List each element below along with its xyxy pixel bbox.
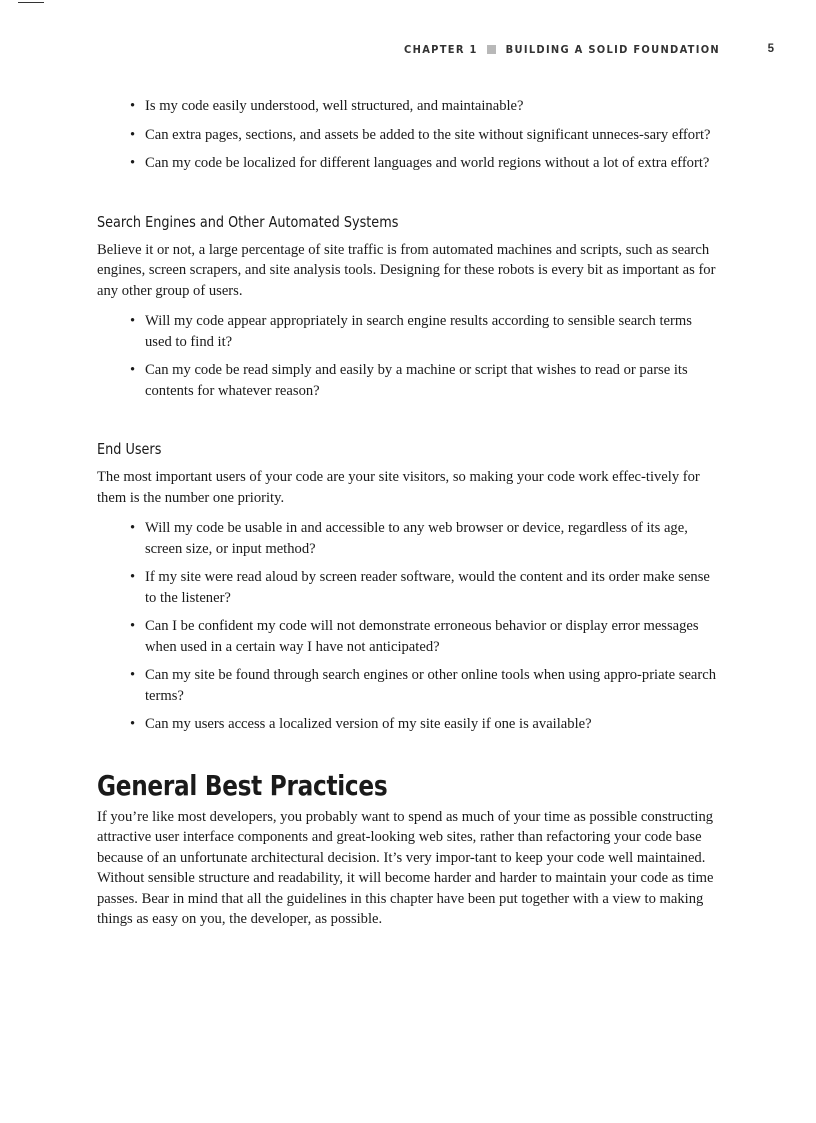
- page-content: [97, 96, 722, 930]
- best-practices-paragraph: If you’re like most developers, you probably want to spend as much of your time as possible constructing attractive user interface components and great-looking web sites, rather than refactoring your code base because of an unfortunate architectural decision. It’s very impor-tant to keep your code well maintained. Without sensible structure and readability, it will become harder and harder to maintain your code as time passes. Bear in mind that all the guidelines in this chapter have been put together with a view to making things as easy on you, the developer, as possible.: [97, 808, 714, 927]
- page-number: 5: [767, 43, 774, 55]
- bullet-item: • Will my code be usable in and accessible to any web browser or device, regardless of its age, screen size, or input method?: [145, 518, 722, 559]
- chapter-header: [404, 43, 720, 56]
- search-engines-paragraph: Believe it or not, a large percentage of site traffic is from automated machines and scripts, such as search engines, screen scrapers, and site analysis tools. Designing for these robots is every bit as important as for any other group of users.: [97, 241, 716, 299]
- bullet-item: • Can I be confident my code will not demonstrate erroneous behavior or display error messages when used in a certain way I have not anticipated?: [145, 616, 722, 657]
- bullet-item: • Can my code be read simply and easily by a machine or script that wishes to read or parse its contents for whatever reason?: [145, 360, 722, 401]
- end-users-bullet-list: [97, 518, 722, 735]
- bullet-item: • Can extra pages, sections, and assets be added to the site without significant unneces-sary effort?: [145, 125, 722, 146]
- best-practices-heading: General Best Practices: [97, 768, 388, 802]
- bullet-item: • If my site were read aloud by screen reader software, would the content and its order make sense to the listener?: [145, 567, 722, 608]
- corner-rule: [18, 2, 44, 3]
- intro-bullet-list: [97, 96, 722, 174]
- bullet-item: • Can my users access a localized version of my site easily if one is available?: [145, 714, 722, 735]
- bullet-item: • Will my code appear appropriately in search engine results according to sensible search terms used to find it?: [145, 311, 722, 352]
- end-users-heading: End Users: [97, 440, 162, 458]
- chapter-label: CHAPTER 1: [404, 43, 478, 56]
- search-bullet-list: [97, 311, 722, 401]
- bullet-item: • Can my site be found through search engines or other online tools when using appro-priate search terms?: [145, 665, 722, 706]
- square-bullet-icon: [487, 45, 496, 54]
- running-header: [0, 43, 816, 59]
- bullet-item: • Is my code easily understood, well structured, and maintainable?: [145, 96, 722, 117]
- search-engines-heading: Search Engines and Other Automated Systems: [97, 212, 399, 231]
- bullet-item: • Can my code be localized for different languages and world regions without a lot of extra effort?: [145, 153, 722, 174]
- chapter-title: BUILDING A SOLID FOUNDATION: [505, 43, 720, 56]
- end-users-paragraph: The most important users of your code are your site visitors, so making your code work effec-tively for them is the number one priority.: [97, 469, 700, 506]
